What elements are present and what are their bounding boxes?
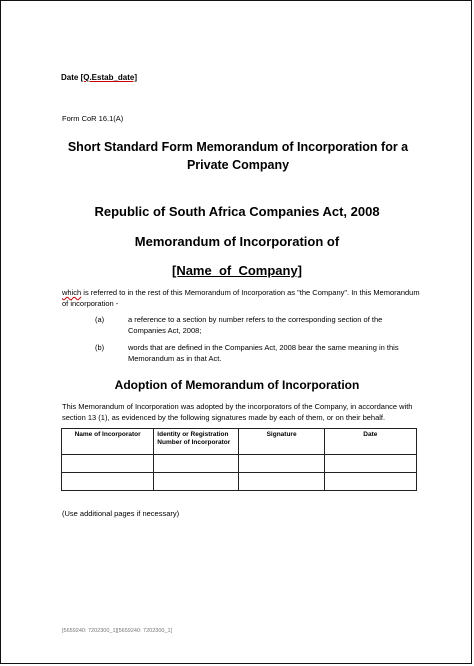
date-label: Date: [61, 73, 81, 82]
date-line: [61, 73, 137, 82]
table-cell[interactable]: [324, 473, 416, 491]
additional-pages-note: (Use additional pages if necessary): [62, 509, 180, 518]
company-name-field: [Name_of_Company]: [171, 263, 303, 278]
item-label: (a): [95, 315, 105, 324]
table-row: [62, 455, 417, 473]
document-title: Short Standard Form Memorandum of Incorporation for a Private Company: [67, 140, 409, 172]
table-cell[interactable]: [154, 455, 239, 473]
item-label: (b): [95, 343, 105, 352]
table-cell[interactable]: [239, 455, 324, 473]
form-reference: Form CoR 16.1(A): [62, 114, 124, 123]
incorporator-signature-table: [61, 428, 417, 491]
date-merge-field: [Q.Estab_date]: [80, 73, 138, 82]
table-cell[interactable]: [324, 455, 416, 473]
table-header-row: [62, 429, 417, 455]
act-heading: Republic of South Africa Companies Act, 2008: [94, 204, 380, 219]
adoption-paragraph: This Memorandum of Incorporation was adopted by the incorporators of the Company, in accordance with section 13 (1), as evidenced by the following signatures made by each of them, or on their behalf.: [62, 402, 413, 422]
table-cell[interactable]: [154, 473, 239, 491]
company-name-heading: [1, 263, 473, 278]
column-header-name: Name of Incorporator: [62, 429, 154, 455]
column-header-identity: Identity or Registration Number of Incorporator: [154, 429, 239, 455]
item-text: a reference to a section by number refers to the corresponding section of the Companies Act, 2008;: [128, 315, 383, 335]
adoption-heading: Adoption of Memorandum of Incorporation: [114, 378, 360, 392]
item-text: words that are defined in the Companies Act, 2008 bear the same meaning in this Memorandum as in that Act.: [128, 343, 399, 363]
intro-paragraph: [62, 288, 422, 309]
column-header-signature: Signature: [239, 429, 324, 455]
footer-document-id: [5659240: 7202300_1][5659240: 7202300_1]: [62, 628, 173, 634]
table-cell[interactable]: [62, 455, 154, 473]
table-cell[interactable]: [239, 473, 324, 491]
intro-first-word: which: [62, 288, 82, 297]
intro-text: is referred to in the rest of this Memorandum of Incorporation as "the Company". In this Memorandum of incorporation -: [62, 288, 420, 308]
table-row: [62, 473, 417, 491]
moi-heading: Memorandum of Incorporation of: [134, 234, 340, 249]
column-header-date: Date: [324, 429, 416, 455]
table-cell[interactable]: [62, 473, 154, 491]
